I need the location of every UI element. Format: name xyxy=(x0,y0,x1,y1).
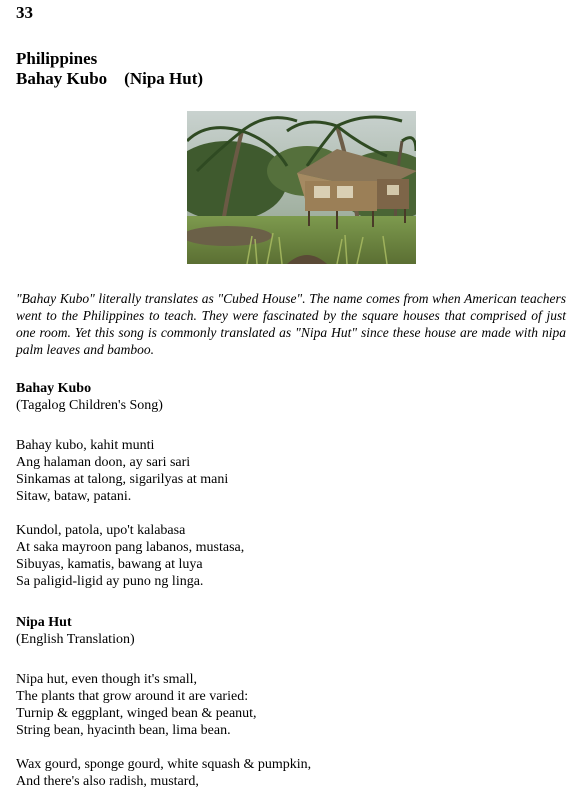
lyric-line: Wax gourd, sponge gourd, white squash & pumpkin, xyxy=(16,757,312,772)
tagalog-song-subtitle: (Tagalog Children's Song) xyxy=(16,398,163,413)
english-stanza-1 xyxy=(16,671,257,739)
tagalog-stanza-2 xyxy=(16,522,244,590)
lyric-line: Turnip & eggplant, winged bean & peanut, xyxy=(16,706,257,721)
lyric-line: String bean, hyacinth bean, lima bean. xyxy=(16,723,231,738)
country-heading: Philippines xyxy=(16,49,98,68)
lyric-line: Kundol, patola, upo't kalabasa xyxy=(16,523,186,538)
english-song-title: Nipa Hut xyxy=(16,615,72,630)
tagalog-song-title: Bahay Kubo xyxy=(16,381,92,396)
lyric-line: Sibuyas, kamatis, bawang at luya xyxy=(16,557,203,572)
lyric-line: Sa paligid-ligid ay puno ng linga. xyxy=(16,574,204,589)
lyric-line: Bahay kubo, kahit munti xyxy=(16,438,155,453)
lyric-line: Sinkamas at talong, sigarilyas at mani xyxy=(16,472,229,487)
intro-paragraph: "Bahay Kubo" literally translates as "Cubed House". The name comes from when American teachers went to the Philippines to teach. They were fascinated by the square houses that comprised of just one room. Yet this song is commonly translated as "Nipa Hut" since these house are made with nipa palm leaves and bamboo. xyxy=(16,291,566,357)
nipa-hut-photo xyxy=(187,111,416,264)
lyric-line: And there's also radish, mustard, xyxy=(16,774,199,789)
song-heading: Bahay Kubo (Nipa Hut) xyxy=(16,69,204,88)
lyric-line: Nipa hut, even though it's small, xyxy=(16,672,198,687)
lyric-line: At saka mayroon pang labanos, mustasa, xyxy=(16,540,245,555)
english-stanza-2 xyxy=(16,756,311,790)
english-song-subtitle: (English Translation) xyxy=(16,632,135,647)
tagalog-stanza-1 xyxy=(16,437,228,505)
lyric-line: Sitaw, bataw, patani. xyxy=(16,489,132,504)
page-number: 33 xyxy=(16,3,33,22)
lyric-line: Ang halaman doon, ay sari sari xyxy=(16,455,191,470)
lyric-line: The plants that grow around it are varied: xyxy=(16,689,249,704)
